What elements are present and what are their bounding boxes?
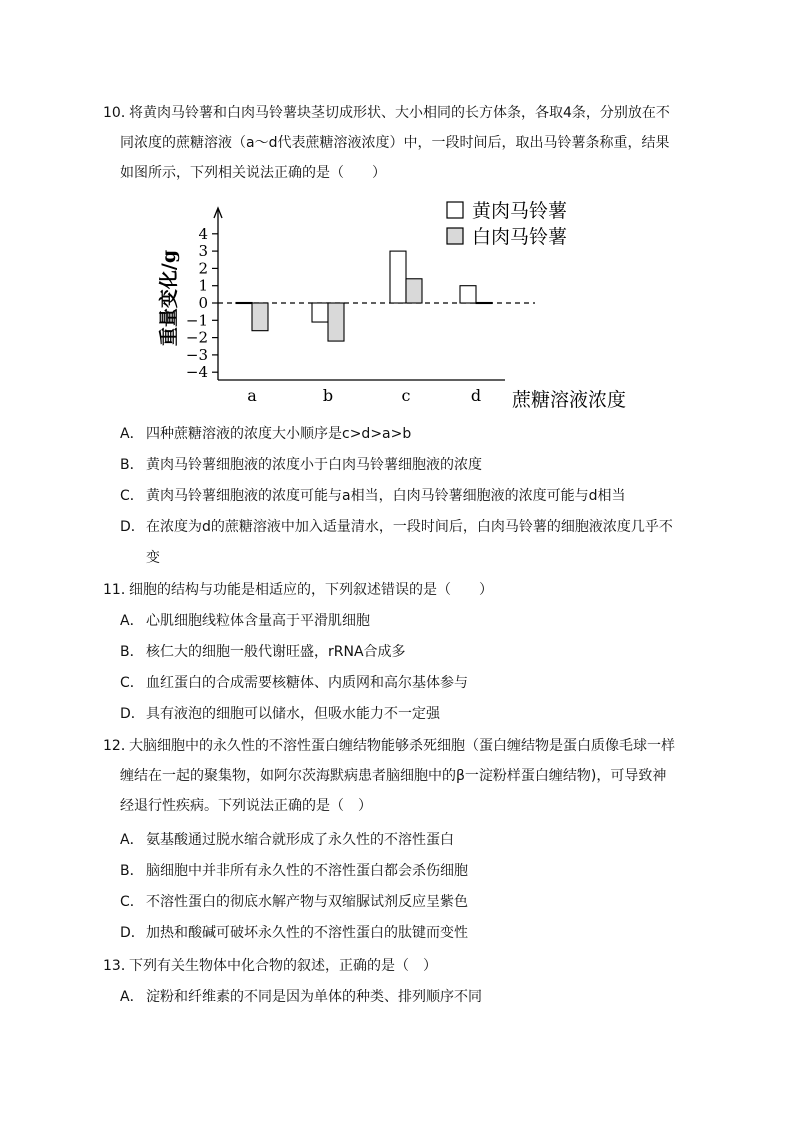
- option-line: [120, 673, 468, 693]
- legend-swatch: [447, 228, 463, 244]
- question-stem-text: 经退行性疾病。下列说法正确的是（ ）: [120, 798, 372, 814]
- question-stem-line: [103, 736, 675, 756]
- bar-d-series-2: [476, 303, 492, 304]
- bar-d-series-1: [460, 286, 476, 303]
- y-tick-label: 0: [198, 294, 208, 312]
- question-stem-line: [120, 163, 386, 183]
- option-line: [120, 424, 411, 444]
- x-tick-label: c: [401, 386, 411, 405]
- question-number: 11．: [103, 582, 135, 598]
- option-line: [146, 548, 160, 568]
- bar-b-series-1: [312, 303, 328, 322]
- chart-svg: [150, 190, 650, 420]
- y-axis-label: 重量变化/g: [158, 249, 180, 347]
- question-stem-text: 下列有关生物体中化合物的叙述，正确的是（ ）: [129, 958, 437, 974]
- option-text: 加热和酸碱可破坏永久性的不溶性蛋白的肽键而变性: [146, 925, 468, 941]
- option-line: [120, 486, 625, 506]
- option-text: 脑细胞中并非所有永久性的不溶性蛋白都会杀伤细胞: [146, 863, 468, 879]
- bar-chart: [150, 190, 650, 420]
- question-stem-line: [103, 580, 493, 600]
- y-tick-label: −3: [185, 345, 208, 364]
- option-label: D．: [120, 706, 145, 722]
- option-text: 变: [146, 550, 160, 566]
- y-tick-label: 4: [198, 224, 208, 243]
- bar-a-series-2: [252, 303, 268, 331]
- option-label: A．: [120, 613, 144, 629]
- legend-label: 白肉马铃薯: [472, 226, 568, 248]
- question-stem-text: 同浓度的蔗糖溶液（a～d代表蔗糖溶液浓度）中，一段时间后，取出马铃薯条称重，结果: [120, 135, 670, 151]
- option-text: 血红蛋白的合成需要核糖体、内质网和高尔基体参与: [146, 675, 468, 691]
- option-line: [120, 923, 468, 943]
- option-label: A．: [120, 426, 144, 442]
- option-line: [120, 455, 482, 475]
- question-stem-text: 缠结在一起的聚集物，如阿尔茨海默病患者脑细胞中的β一淀粉样蛋白缠结物)，可导致神: [120, 768, 667, 784]
- option-label: A．: [120, 989, 144, 1005]
- option-text: 四种蔗糖溶液的浓度大小顺序是c>d>a>b: [146, 426, 412, 442]
- question-number: 13．: [103, 958, 135, 974]
- option-line: [120, 861, 468, 881]
- question-number: 12．: [103, 738, 135, 754]
- option-label: B．: [120, 644, 144, 660]
- option-label: A．: [120, 832, 144, 848]
- option-text: 氨基酸通过脱水缩合就形成了永久性的不溶性蛋白: [146, 832, 454, 848]
- question-stem-line: [103, 956, 437, 976]
- option-line: [120, 642, 406, 662]
- x-tick-label: d: [470, 386, 482, 405]
- option-label: C．: [120, 675, 144, 691]
- option-line: [120, 892, 468, 912]
- bar-a-series-1: [236, 303, 252, 304]
- bar-c-series-1: [390, 251, 406, 303]
- question-stem-line: [120, 796, 372, 816]
- y-tick-label: 1: [198, 276, 208, 295]
- option-text: 心肌细胞线粒体含量高于平滑肌细胞: [146, 613, 370, 629]
- x-tick-label: a: [247, 386, 257, 405]
- option-text: 不溶性蛋白的彻底水解产物与双缩脲试剂反应呈紫色: [146, 894, 468, 910]
- y-tick-label: −1: [185, 311, 208, 330]
- bar-b-series-2: [328, 303, 344, 341]
- option-text: 淀粉和纤维素的不同是因为单体的种类、排列顺序不同: [146, 989, 482, 1005]
- question-number: 10．: [103, 105, 135, 121]
- option-label: D．: [120, 925, 145, 941]
- option-line: [120, 611, 370, 631]
- option-line: [120, 704, 440, 724]
- option-line: [120, 517, 673, 537]
- option-text: 黄肉马铃薯细胞液的浓度小于白肉马铃薯细胞液的浓度: [146, 457, 482, 473]
- y-tick-label: −4: [185, 363, 208, 382]
- legend-label: 黄肉马铃薯: [472, 200, 568, 222]
- option-label: C．: [120, 488, 144, 504]
- option-text: 在浓度为d的蔗糖溶液中加入适量清水，一段时间后，白肉马铃薯的细胞液浓度几乎不: [146, 519, 673, 535]
- x-tick-label: b: [322, 386, 334, 405]
- question-stem-line: [120, 133, 669, 153]
- question-stem-line: [120, 766, 666, 786]
- question-stem-text: 细胞的结构与功能是相适应的，下列叙述错误的是（ ）: [129, 582, 493, 598]
- y-tick-label: 3: [198, 242, 208, 261]
- question-stem-text: 大脑细胞中的永久性的不溶性蛋白缠结物能够杀死细胞（蛋白缠结物是蛋白质像毛球一样: [129, 738, 675, 754]
- option-label: B．: [120, 863, 144, 879]
- option-label: C．: [120, 894, 144, 910]
- legend-swatch: [447, 202, 463, 218]
- question-stem-line: [103, 103, 670, 123]
- question-stem-text: 将黄肉马铃薯和白肉马铃薯块茎切成形状、大小相同的长方体条，各取4条，分别放在不: [129, 105, 670, 121]
- option-label: B．: [120, 457, 144, 473]
- option-text: 黄肉马铃薯细胞液的浓度可能与a相当，白肉马铃薯细胞液的浓度可能与d相当: [146, 488, 626, 504]
- option-label: D．: [120, 519, 145, 535]
- bar-c-series-2: [406, 279, 422, 303]
- option-text: 具有液泡的细胞可以储水，但吸水能力不一定强: [146, 706, 440, 722]
- question-stem-text: 如图所示，下列相关说法正确的是（ ）: [120, 165, 386, 181]
- option-line: [120, 830, 454, 850]
- option-text: 核仁大的细胞一般代谢旺盛，rRNA合成多: [146, 644, 406, 660]
- y-tick-label: 2: [198, 259, 208, 278]
- x-axis-label: 蔗糖溶液浓度: [512, 389, 627, 411]
- y-tick-label: −2: [185, 328, 208, 347]
- option-line: [120, 987, 482, 1007]
